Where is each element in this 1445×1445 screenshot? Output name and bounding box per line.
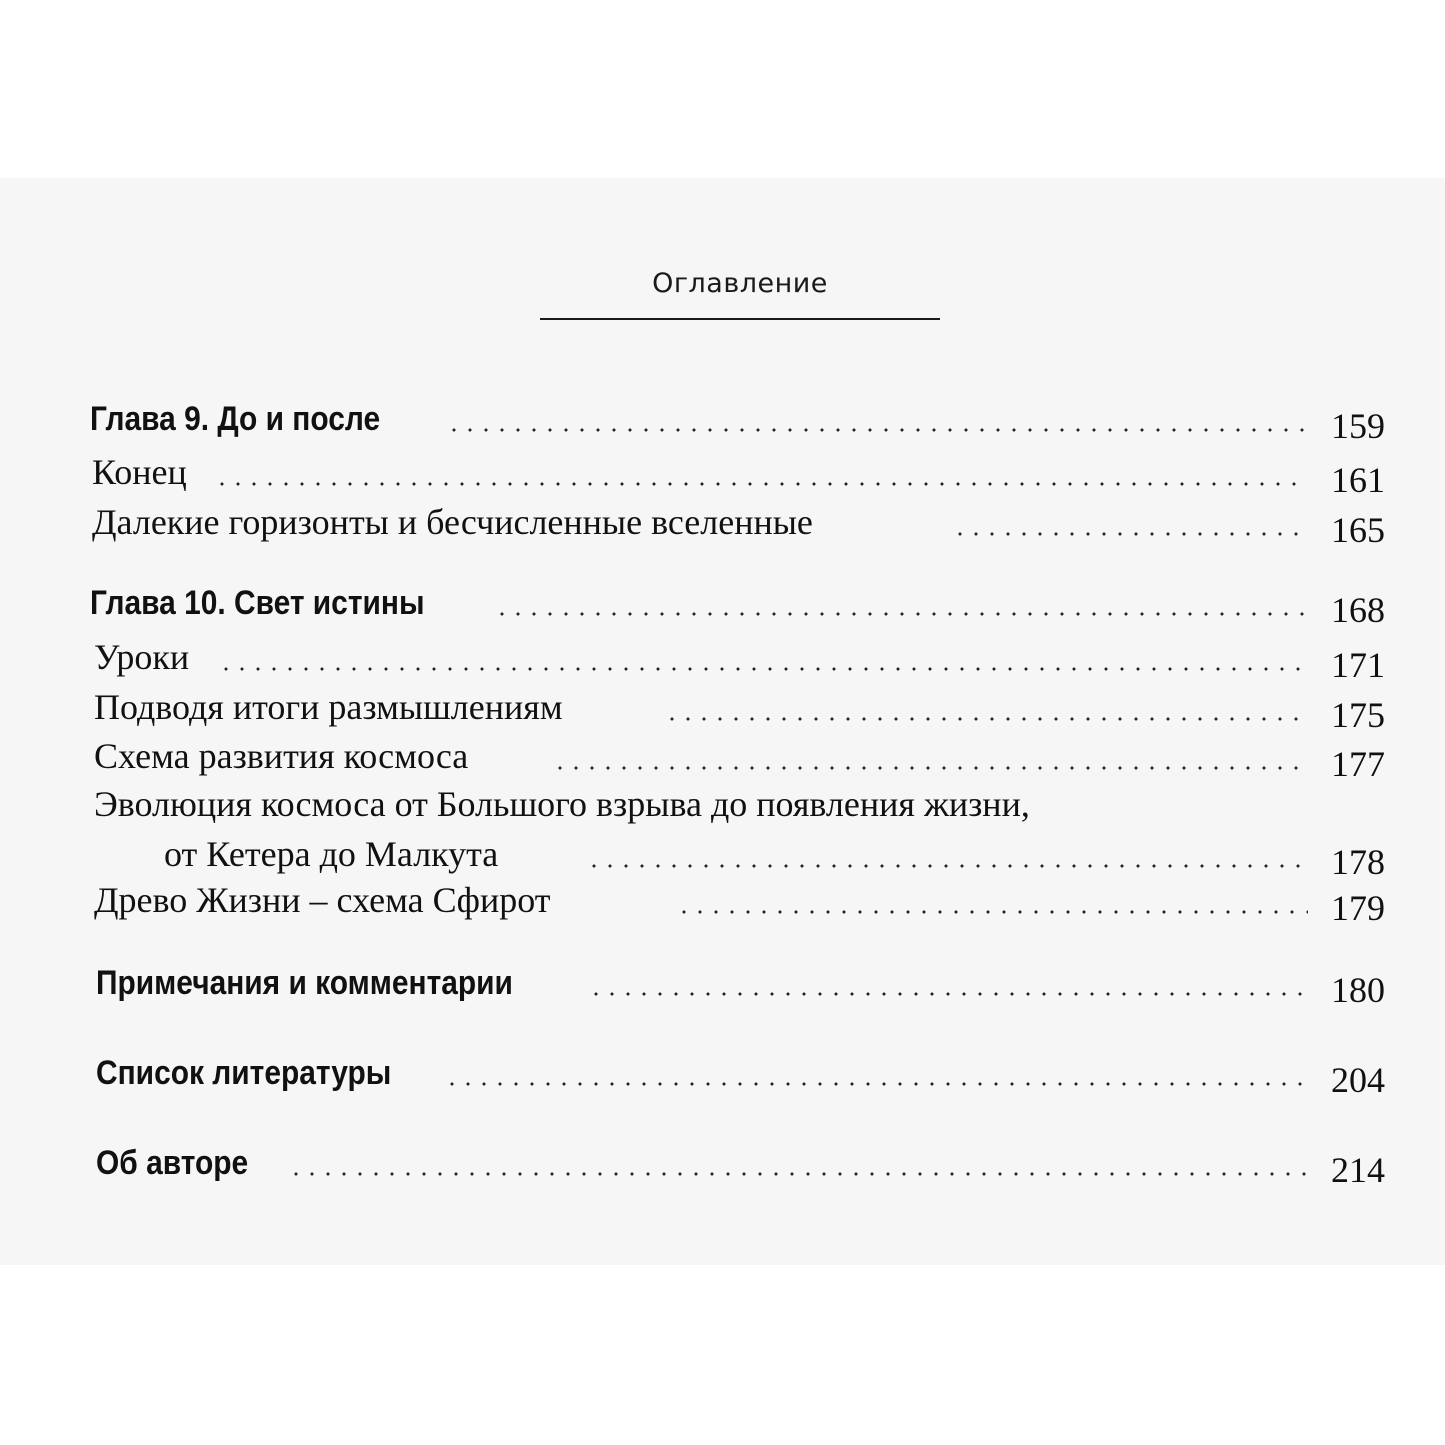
entry-title: Уроки: [94, 637, 190, 677]
entry-title: Примечания и комментарии: [96, 964, 513, 1002]
heading-underline: [540, 318, 940, 320]
entry-page-number: 180: [1331, 970, 1385, 1010]
toc-entry-notes[interactable]: [0, 950, 1445, 1010]
entry-page-number: 159: [1331, 406, 1385, 446]
dot-leader: [664, 717, 1308, 721]
entry-page-number: 168: [1331, 590, 1385, 630]
toc-entry-lessons[interactable]: [0, 625, 1445, 685]
toc-entry-about-author[interactable]: [0, 1130, 1445, 1190]
entry-page-number: 204: [1331, 1060, 1385, 1100]
entry-title: Глава 9. До и после: [90, 400, 381, 438]
toc-entry-summing-up[interactable]: [0, 675, 1445, 735]
toc-heading: Оглавление: [652, 268, 828, 299]
entry-title: Об авторе: [96, 1144, 249, 1182]
toc-entry-chapter-10[interactable]: [0, 570, 1445, 630]
entry-title: Далекие горизонты и бесчисленные вселенные: [92, 502, 813, 542]
dot-leader: [588, 992, 1308, 996]
dot-leader: [214, 482, 1308, 486]
toc-entry-tree-of-life[interactable]: [0, 868, 1445, 928]
dot-leader: [444, 1082, 1308, 1086]
entry-title: Подводя итоги размышлениям: [94, 687, 563, 727]
toc-entry-end[interactable]: [0, 440, 1445, 500]
dot-leader: [446, 428, 1306, 432]
entry-page-number: 161: [1331, 460, 1385, 500]
dot-leader: [288, 1172, 1308, 1176]
entry-title: Конец: [92, 452, 187, 492]
entry-page-number: 178: [1331, 842, 1385, 882]
toc-entry-cosmos-evolution[interactable]: [0, 772, 1445, 822]
entry-title: Древо Жизни – схема Сфирот: [94, 880, 551, 920]
entry-page-number: 165: [1331, 510, 1385, 550]
dot-leader: [676, 910, 1308, 914]
toc-entry-bibliography[interactable]: [0, 1040, 1445, 1100]
dot-leader: [552, 766, 1308, 770]
toc-entry-cosmos-evolution-continuation[interactable]: [0, 822, 1445, 882]
toc-entry-chapter-9[interactable]: [0, 386, 1445, 446]
entry-page-number: 177: [1331, 744, 1385, 784]
toc-entry-far-horizons[interactable]: [0, 490, 1445, 550]
entry-title: Схема развития космоса: [94, 736, 469, 776]
entry-page-number: 179: [1331, 888, 1385, 928]
entry-page-number: 175: [1331, 695, 1385, 735]
toc-entry-cosmos-scheme[interactable]: [0, 724, 1445, 784]
entry-title: Список литературы: [96, 1054, 392, 1092]
entry-page-number: 214: [1331, 1150, 1385, 1190]
entry-title-continuation: от Кетера до Малкута: [164, 834, 499, 874]
dot-leader: [952, 532, 1308, 536]
dot-leader: [494, 612, 1306, 616]
entry-title: Глава 10. Свет истины: [90, 584, 425, 622]
entry-page-number: 171: [1331, 645, 1385, 685]
entry-title: Эволюция космоса от Большого взрыва до появления жизни,: [94, 784, 1030, 824]
dot-leader: [218, 667, 1308, 671]
